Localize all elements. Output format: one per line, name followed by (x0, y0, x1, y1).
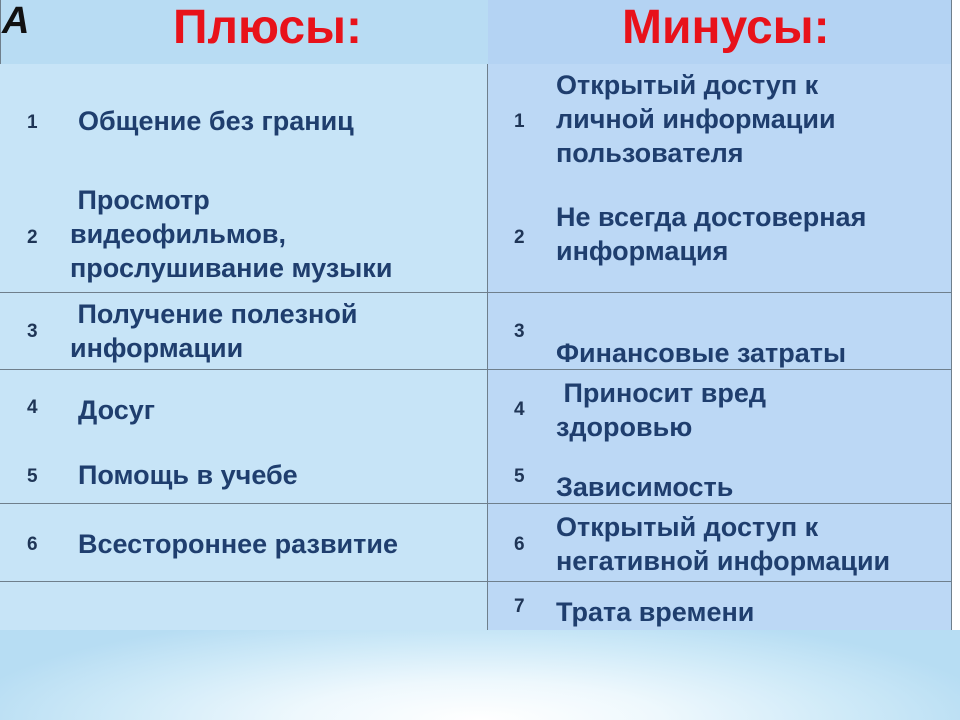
pros-row-text: Общение без границ (78, 106, 354, 136)
row-divider (0, 581, 952, 582)
cons-row-text: Трата времени (556, 597, 755, 627)
slide-edge (952, 0, 960, 630)
left-border (0, 0, 1, 64)
pros-row-number: 1 (27, 112, 38, 133)
pros-row-number: 3 (27, 321, 38, 342)
corner-letter: A (2, 0, 30, 42)
cons-row-text: Приносит вред здоровью (556, 378, 767, 442)
cons-row-number: 6 (514, 534, 525, 555)
cons-row-number: 7 (514, 596, 525, 617)
cons-row-text: Финансовые затраты (556, 338, 847, 368)
pros-row-number: 5 (27, 466, 38, 487)
cons-row-number: 4 (514, 399, 525, 420)
pros-row-text: Помощь в учебе (78, 460, 298, 490)
pros-row-number: 2 (27, 227, 38, 248)
pros-row-number: 6 (27, 534, 38, 555)
pros-title: Плюсы: (173, 1, 363, 54)
cons-row-text: Не всегда достоверная информация (556, 202, 867, 266)
pros-row-text: Досуг (78, 395, 155, 425)
cons-row-number: 3 (514, 321, 525, 342)
cons-row-text: Зависимость (556, 472, 734, 502)
row-divider (0, 503, 952, 504)
row-divider (0, 292, 952, 293)
cons-row-text: Открытый доступ к негативной информации (556, 512, 891, 576)
cons-row-number: 1 (514, 111, 525, 132)
pros-row-text: Всестороннее развитие (78, 529, 398, 559)
pros-row-text: Просмотр видеофильмов, прослушивание музыки (70, 185, 393, 283)
cons-row-number: 2 (514, 227, 525, 248)
pros-row-number: 4 (27, 397, 38, 418)
column-divider (487, 64, 488, 630)
cons-row-text: Открытый доступ к личной информации пользователя (556, 70, 836, 168)
pros-row-text: Получение полезной информации (70, 299, 358, 363)
cons-row-number: 5 (514, 466, 525, 487)
cons-title: Минусы: (622, 1, 830, 54)
